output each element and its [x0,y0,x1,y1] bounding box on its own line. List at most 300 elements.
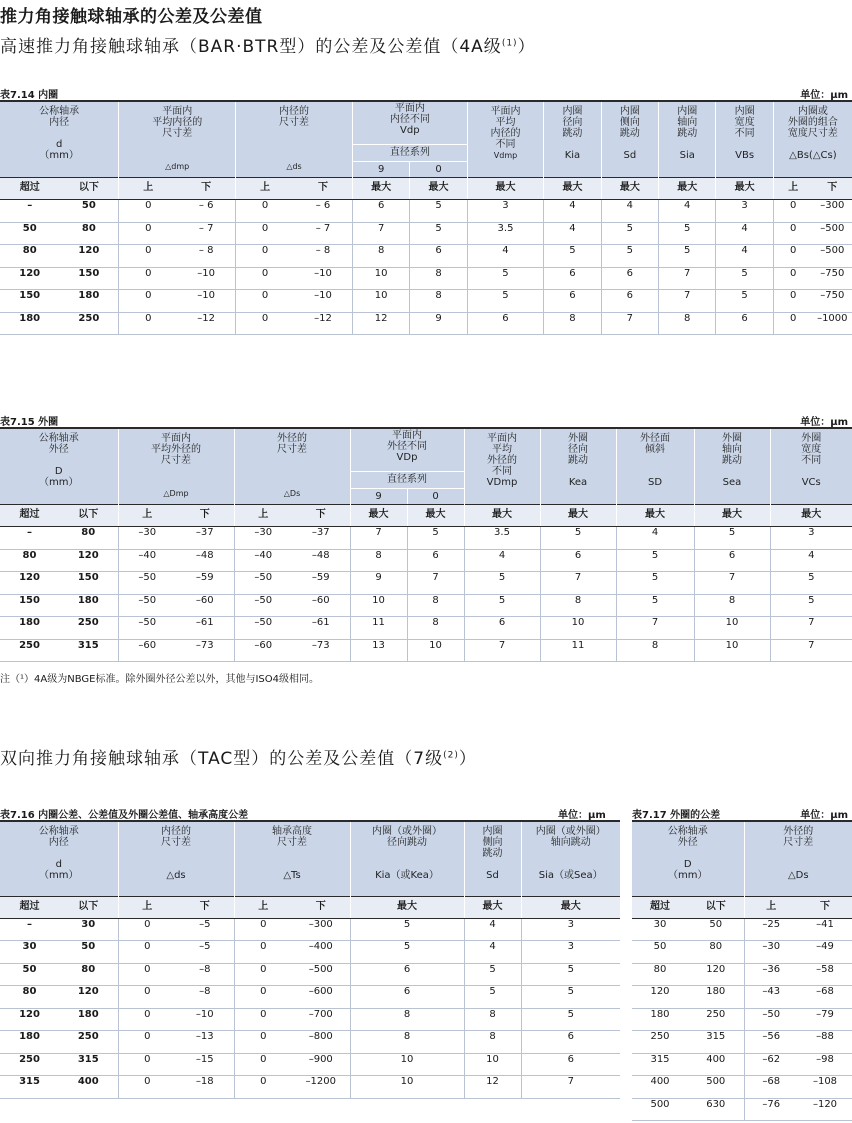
table-cell: –43 [744,986,798,1009]
section-title-text: 高速推力角接触球轴承（BAR·BTR型）的公差及公差值（4A级 [0,37,502,57]
table-row [0,1031,620,1054]
table-cell: 180 [0,312,59,335]
table-cell: –98 [798,1053,852,1076]
hdr-od-dev: 外径的 尺寸差 △Ds [744,822,852,896]
table-cell: –5 [176,941,234,964]
table-cell: 7 [407,572,464,595]
table-cell: 250 [59,312,118,335]
table-7-14 [0,102,852,335]
table-cell: 0 [236,245,294,268]
table-cell: 7 [770,617,852,640]
unit-label: 单位：μm [800,417,848,428]
table-cell: 6 [467,312,544,335]
table-cell: –73 [176,639,234,662]
table-row [0,572,852,595]
table-cell: –800 [292,1031,350,1054]
table-cell: 7 [694,572,770,595]
table-cell: 0 [234,941,292,964]
table-cell: 10 [464,1053,521,1076]
table-cell: 180 [59,1008,118,1031]
table-7-15-caption: 表7.15 外圈 [0,417,59,428]
hdr-outer-axial-runout: 外圈 轴向 跳动 Sea [694,429,770,505]
table-cell: 0 [234,986,292,1009]
table-cell: 6 [521,1031,620,1054]
table-cell: 10 [350,1076,464,1099]
table-cell: 0 [118,1053,176,1076]
table-cell: 10 [407,639,464,662]
hdr-bore-dev: 内径的 尺寸差 △ds [118,822,234,896]
table-cell: 500 [688,1076,744,1099]
table-cell: 0 [118,963,176,986]
table-cell: 6 [407,549,464,572]
table-row [0,245,852,268]
table-cell: –500 [813,245,852,268]
table-cell: 4 [544,222,601,245]
table-cell: 8 [350,1008,464,1031]
table-cell: 5 [521,986,620,1009]
table-cell: 0 [234,1031,292,1054]
table-cell: 250 [0,639,59,662]
table-cell: 5 [694,527,770,550]
table-row [0,267,852,290]
table-cell: –8 [176,963,234,986]
table-cell: –12 [177,312,235,335]
table-cell: 4 [716,222,773,245]
table-cell: –60 [292,594,350,617]
table-cell: –79 [798,1008,852,1031]
table-cell: 10 [540,617,616,640]
table-cell: 150 [0,290,59,313]
table-cell: 0 [118,986,176,1009]
table-cell: 0 [236,222,294,245]
table-cell: 10 [352,267,409,290]
table-cell: 315 [688,1031,744,1054]
table-cell: 6 [716,312,773,335]
table-cell: 5 [770,594,852,617]
table-cell: 400 [59,1076,118,1099]
table-cell: 0 [773,290,812,313]
table-cell: 0 [773,245,812,268]
table-cell: 7 [352,222,409,245]
table-cell: 13 [350,639,407,662]
table-cell: 0 [119,312,177,335]
table-cell: 9 [410,312,467,335]
table-cell: 6 [601,290,658,313]
table-cell: 5 [616,549,694,572]
table-cell: –900 [292,1053,350,1076]
table-cell: –15 [176,1053,234,1076]
table-cell: –500 [292,963,350,986]
table-row [0,941,620,964]
table-cell: –50 [118,617,176,640]
table-cell: 0 [773,200,812,223]
table-7-17-caption: 表7.17 外圈的公差 [632,810,721,821]
hdr-outer-radial-runout: 外圈 径向 跳动 Kea [540,429,616,505]
table-cell: 120 [59,986,118,1009]
table-cell: – [0,918,59,941]
table-cell: 6 [350,963,464,986]
table-cell: 0 [234,1053,292,1076]
table-cell: –68 [798,986,852,1009]
table-cell: 5 [521,1008,620,1031]
table-cell: 10 [350,594,407,617]
table-row [0,1076,620,1099]
table-cell: 7 [350,527,407,550]
hdr-outer-width-variation: 外圈 宽度 不同 VCs [770,429,852,505]
table-cell: 0 [236,267,294,290]
section-title-bar-btr [0,32,536,57]
table-cell: 50 [632,941,688,964]
table-cell: 3 [770,527,852,550]
table-cell: 0 [119,222,177,245]
footnote-ref: (2) [443,750,459,761]
hdr-width-variation: 内圈 宽度 不同 VBs [716,102,773,178]
table-cell: 80 [59,222,118,245]
table-cell: 5 [616,572,694,595]
table-row [632,1076,852,1099]
table-cell: –500 [813,222,852,245]
table-cell: 5 [540,527,616,550]
table-cell: 250 [59,1031,118,1054]
table-cell: 8 [407,594,464,617]
table-cell: 6 [540,549,616,572]
table-cell: 6 [410,245,467,268]
table-cell: 180 [59,290,118,313]
table-7-14-caption: 表7.14 内圈 [0,90,59,101]
table-cell: 120 [0,572,59,595]
table-cell: –750 [813,290,852,313]
table-cell: 12 [352,312,409,335]
table-cell: –68 [744,1076,798,1099]
table-cell: 5 [464,986,521,1009]
table-cell: 0 [773,222,812,245]
table-cell: –18 [176,1076,234,1099]
table-cell: 30 [59,918,118,941]
table-cell: 8 [410,267,467,290]
table-cell: 80 [0,986,59,1009]
hdr-nominal-bore: 公称轴承 内径 d （mm） [0,822,118,896]
table-cell: 4 [464,549,540,572]
table-cell: 6 [352,200,409,223]
hdr-mean-bore-variation: 平面内 平均 内径的 不同 Vdmp [467,102,544,178]
table-cell: 5 [350,918,464,941]
table-cell: 0 [118,1076,176,1099]
table-cell: 180 [0,617,59,640]
table-cell: 7 [521,1076,620,1099]
table-cell: 0 [234,1008,292,1031]
table-cell: 120 [59,245,118,268]
hdr-nominal-od: 公称轴承 外径 D （mm） [632,822,744,896]
table-cell: 120 [0,267,59,290]
table-cell: 7 [659,267,716,290]
table-7-17 [632,822,852,1121]
table-cell: 5 [770,572,852,595]
table-cell: 0 [119,290,177,313]
table-cell: – [0,200,59,223]
table-cell: 315 [59,1053,118,1076]
table-cell: 8 [540,594,616,617]
table-cell: 8 [407,617,464,640]
table-cell: 3 [716,200,773,223]
table-cell: –50 [234,617,292,640]
table-row [0,918,620,941]
table-cell: 80 [688,941,744,964]
table-cell: 0 [234,963,292,986]
table-cell: 0 [118,1031,176,1054]
table-cell: 0 [234,1076,292,1099]
table-cell: 3 [521,941,620,964]
table-cell: 315 [59,639,118,662]
table-cell: 0 [236,200,294,223]
table-cell: 8 [616,639,694,662]
table-cell: 50 [59,941,118,964]
unit-label: 单位：μm [558,810,606,821]
hdr-nominal-bore: 公称轴承 内径 d （mm） [0,102,119,178]
table-cell: –1200 [292,1076,350,1099]
table-row [0,290,852,313]
table-cell: –48 [176,549,234,572]
table-cell: 5 [544,245,601,268]
table-cell: –700 [292,1008,350,1031]
table-cell: –73 [292,639,350,662]
table-cell: 6 [350,986,464,1009]
section-title-end: ） [458,749,477,769]
page-title: 推力角接触球轴承的公差及公差值 [0,7,263,27]
table-cell: 11 [540,639,616,662]
table-cell: 8 [659,312,716,335]
subheader-row: 超过 以下 上 下 [632,896,852,918]
table-cell: 4 [616,527,694,550]
section-title-text: 双向推力角接触球轴承（TAC型）的公差及公差值（7级 [0,749,444,769]
subheader-row: 超过 以下 上 下 上 下 最大 最大 最大 [0,896,620,918]
table-cell: 5 [601,245,658,268]
table-row [0,527,852,550]
table-cell: 5 [410,200,467,223]
table-cell: 0 [773,312,812,335]
table-cell: 8 [464,1008,521,1031]
table-cell: 3 [521,918,620,941]
table-cell: 6 [544,267,601,290]
table-cell: 10 [350,1053,464,1076]
table-cell: –61 [292,617,350,640]
table-cell: 120 [632,986,688,1009]
table-cell: 6 [544,290,601,313]
table-cell: 10 [694,639,770,662]
table-cell: –10 [294,267,352,290]
table-cell: 5 [464,572,540,595]
table-cell: – [0,527,59,550]
hdr-od-inclination: 外径面 倾斜 SD [616,429,694,505]
table-cell: 0 [773,267,812,290]
hdr-mean-od-variation: 平面内 平均 外径的 不同 VDmp [464,429,540,505]
table-cell: 50 [0,963,59,986]
table-cell: –12 [294,312,352,335]
table-cell: 150 [59,572,118,595]
table-cell: 400 [688,1053,744,1076]
table-cell: 50 [0,222,59,245]
hdr-width-dev: 内圈或 外圈的组合 宽度尺寸差 △Bs(△Cs) [773,102,852,178]
table-cell: 0 [119,200,177,223]
table-cell: 4 [716,245,773,268]
hdr-nominal-od: 公称轴承 外径 D （mm） [0,429,118,505]
table-cell: 50 [59,200,118,223]
table-cell: –30 [744,941,798,964]
table-cell: –10 [176,1008,234,1031]
table-cell: 7 [616,617,694,640]
table-cell: –50 [118,594,176,617]
table-cell: 8 [350,1031,464,1054]
table-cell: –120 [798,1098,852,1121]
table-cell: –5 [176,918,234,941]
table-cell: 6 [694,549,770,572]
table-cell: 4 [464,941,521,964]
table-cell: 7 [540,572,616,595]
hdr-axial-runout: 内圈（或外圈） 轴向跳动 Sia（或Sea） [521,822,620,896]
table-cell: 80 [632,963,688,986]
table-cell: 0 [236,312,294,335]
table-cell: –8 [176,986,234,1009]
table-cell: 8 [350,549,407,572]
table-cell: 5 [350,941,464,964]
table-cell: 5 [407,527,464,550]
table-cell: 8 [544,312,601,335]
table-row [0,594,852,617]
hdr-od-variation: 平面内 外径不同 VDp [350,429,464,471]
table-cell: 5 [467,290,544,313]
table-row [0,222,852,245]
table-cell: –61 [176,617,234,640]
table-cell: –50 [234,572,292,595]
table-cell: – 7 [294,222,352,245]
table-cell: – 6 [294,200,352,223]
table-cell: 80 [0,549,59,572]
table-row [0,617,852,640]
subheader-row: 超过 以下 上 下 上 下 最大 最大 最大 最大 最大 最大 最大 [0,505,852,527]
hdr-bore-variation: 平面内 内径不同 Vdp [352,102,467,144]
table-cell: 0 [119,245,177,268]
table-cell: 120 [59,549,118,572]
table-row [0,963,620,986]
hdr-mean-bore-dev: 平面内 平均内径的 尺寸差 △dmp [119,102,236,178]
table-cell: 315 [632,1053,688,1076]
unit-label: 单位：μm [800,90,848,101]
table-cell: –600 [292,986,350,1009]
table-row [632,1098,852,1121]
table-cell: –36 [744,963,798,986]
table-row [0,549,852,572]
table-row [0,1008,620,1031]
table-cell: –88 [798,1031,852,1054]
table-cell: 400 [632,1076,688,1099]
table-cell: 0 [234,918,292,941]
table-cell: 5 [410,222,467,245]
table-cell: –62 [744,1053,798,1076]
table-cell: 4 [464,918,521,941]
table-cell: 10 [352,290,409,313]
table-cell: 500 [632,1098,688,1121]
table-cell: 250 [59,617,118,640]
table-cell: 8 [694,594,770,617]
table-cell: –50 [744,1008,798,1031]
table-7-16 [0,822,620,1099]
table-row [632,1008,852,1031]
table-cell: 180 [0,1031,59,1054]
table-cell: –30 [118,527,176,550]
table-cell: 120 [0,1008,59,1031]
hdr-axial-runout: 内圈 轴向 跳动 Sia [659,102,716,178]
table-cell: 250 [632,1031,688,1054]
table-row [632,986,852,1009]
table-cell: 11 [350,617,407,640]
table-cell: 5 [616,594,694,617]
table-cell: – 7 [177,222,235,245]
table-cell: –10 [177,290,235,313]
table-cell: 250 [688,1008,744,1031]
table-cell: –10 [177,267,235,290]
table-cell: 630 [688,1098,744,1121]
section-title-tac [0,744,477,769]
table-cell: 80 [59,527,118,550]
table-cell: 0 [118,1008,176,1031]
table-cell: 7 [770,639,852,662]
footnote-ref: (1) [501,38,518,49]
table-row [0,986,620,1009]
hdr-mean-od-dev: 平面内 平均外径的 尺寸差 △Dmp [118,429,234,505]
table-cell: –13 [176,1031,234,1054]
table-row [632,1031,852,1054]
table-cell: –50 [234,594,292,617]
table-cell: 80 [0,245,59,268]
table-cell: –40 [118,549,176,572]
hdr-bore-dev: 内径的 尺寸差 △ds [236,102,353,178]
table-cell: –40 [234,549,292,572]
table-cell: 3.5 [467,222,544,245]
table-cell: –30 [234,527,292,550]
table-cell: 7 [601,312,658,335]
table-cell: 120 [688,963,744,986]
table-cell: 30 [0,941,59,964]
table-cell: 180 [688,986,744,1009]
hdr-height-dev: 轴承高度 尺寸差 △Ts [234,822,350,896]
table-cell: 6 [521,1053,620,1076]
hdr-face-runout: 内圈 侧向 跳动 Sd [601,102,658,178]
table-cell: –750 [813,267,852,290]
table-cell: 150 [59,267,118,290]
table-cell: –25 [744,918,798,941]
hdr-diameter-series: 直径系列 9 0 [350,471,464,505]
table-cell: –1000 [813,312,852,335]
table-cell: –400 [292,941,350,964]
footnote: 注（¹）4A级为NBGE标准。除外圈外径公差以外，其他与ISO4级相同。 [0,674,319,685]
table-cell: 5 [716,267,773,290]
table-cell: 4 [659,200,716,223]
table-cell: 180 [632,1008,688,1031]
table-7-16-caption: 表7.16 内圈公差、公差值及外圈公差值、轴承高度公差 [0,810,249,821]
table-cell: –41 [798,918,852,941]
table-cell: –76 [744,1098,798,1121]
table-cell: 5 [464,963,521,986]
table-cell: 5 [659,222,716,245]
table-cell: 6 [601,267,658,290]
table-cell: 150 [0,594,59,617]
table-cell: 5 [464,594,540,617]
table-cell: 0 [118,941,176,964]
table-cell: 12 [464,1076,521,1099]
table-cell: 8 [464,1031,521,1054]
table-cell: 8 [410,290,467,313]
table-cell: 180 [59,594,118,617]
table-cell: 4 [544,200,601,223]
